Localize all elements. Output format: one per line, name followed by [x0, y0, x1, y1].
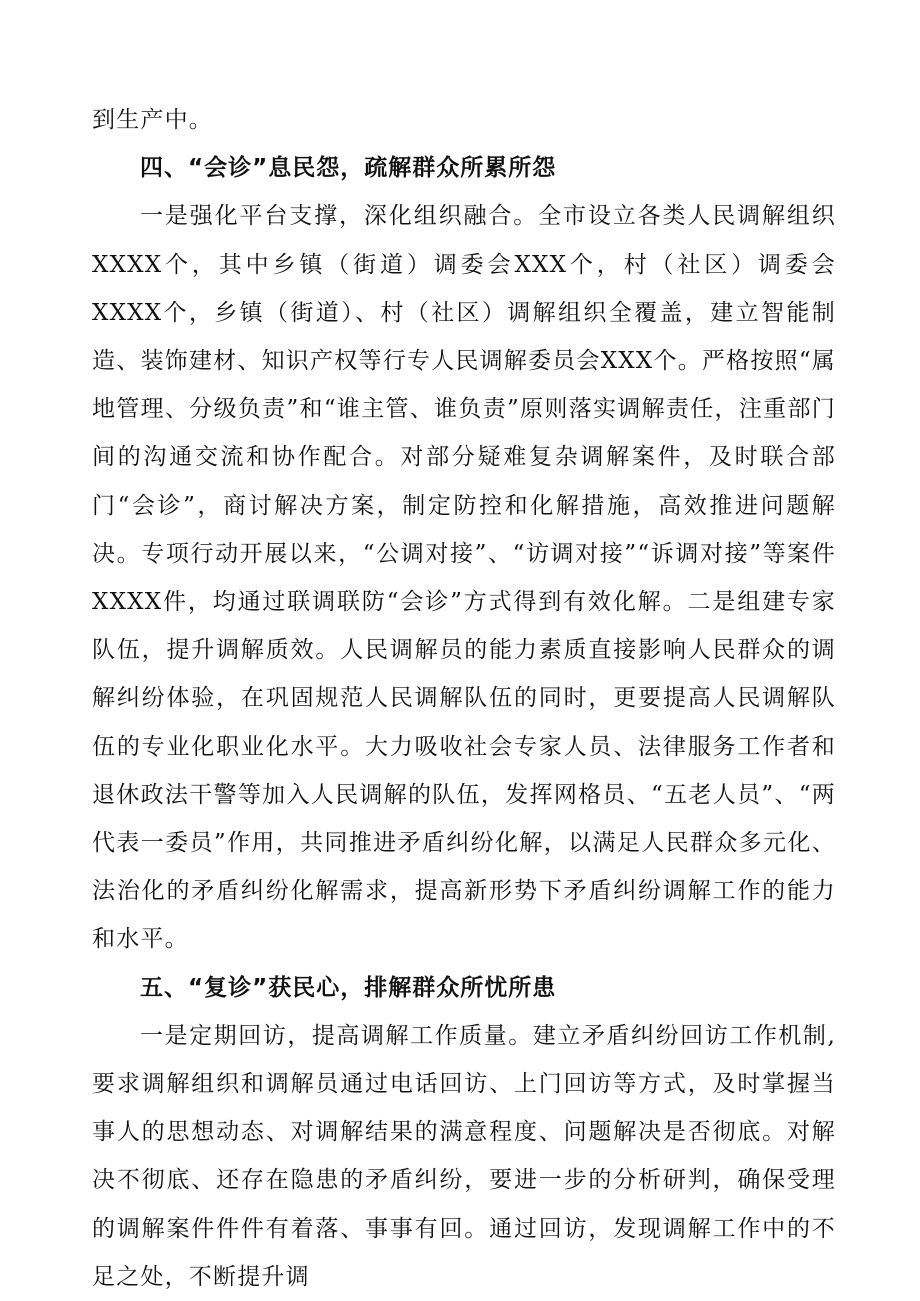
paragraph-section-5: 一是定期回访，提高调解工作质量。建立矛盾纠纷回访工作机制,要求调解组织和调解员通过电话回访、上门回访等方式，及时掌握当事人的思想动态、对调解结果的满意程度、问题解决是否彻底。对解决不彻底、还存在隐患的矛盾纠纷，要进一步的分析研判，确保受理的调解案件件件有着落、事事有回。通过回访，发现调解工作中的不足之处，不断提升调 [92, 1022, 836, 1290]
paragraph-continued: 到生产中。 [92, 107, 213, 133]
section-heading-4: 四、“会诊”息民怨，疏解群众所累所怨 [140, 155, 557, 182]
document-body [92, 96, 836, 1301]
section-heading-5: 五、“复诊”获民心，排解群众所忧所患 [140, 974, 557, 1001]
paragraph-section-4: 一是强化平台支撑，深化组织融合。全市设立各类人民调解组织XXXX个，其中乡镇（街道）调委会XXX个，村（社区）调委会XXXX个，乡镇（街道）、村（社区）调解组织全覆盖，建立智能制造、装饰建材、知识产权等行专人民调解委员会XXX个。严格按照“属地管理、分级负责”和“谁主管、谁负责”原则落实调解责任，注重部门间的沟通交流和协作配合。对部分疑难复杂调解案件，及时联合部门“会诊”，商讨解决方案，制定防控和化解措施，高效推进问题解决。专项行动开展以来，“公调对接”、“访调对接”“诉调对接”等案件XXXX件，均通过联调联防“会诊”方式得到有效化解。二是组建专家队伍，提升调解质效。人民调解员的能力素质直接影响人民群众的调解纠纷体验，在巩固规范人民调解队伍的同时，更要提高人民调解队伍的专业化职业化水平。大力吸收社会专家人员、法律服务工作者和退休政法干警等加入人民调解的队伍，发挥网格员、“五老人员”、“两代表一委员”作用，共同推进矛盾纠纷化解，以满足人民群众多元化、法治化的矛盾纠纷化解需求，提高新形势下矛盾纠纷调解工作的能力和水平。 [92, 203, 836, 953]
